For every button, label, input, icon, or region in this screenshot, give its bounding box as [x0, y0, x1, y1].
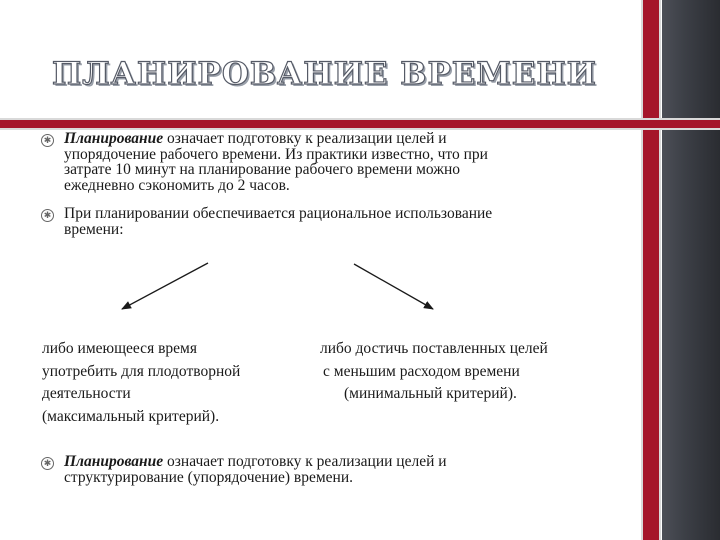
bullet-1-line-4: ежедневно сэкономить до 2 часов.	[64, 176, 290, 194]
bullet-2-line-1: При планировании обеспечивается рациональное использование	[64, 205, 493, 222]
bullet-3-line-2: структурирование (упорядочение) времени.	[64, 468, 354, 486]
bullet-icon: ✱	[41, 209, 54, 222]
left-option-line-1: либо имеющееся время	[42, 340, 197, 357]
bullet-1-line-3: затрате 10 минут на планирование рабочего времени можно	[64, 161, 461, 178]
bullet-3-term: Планирование	[64, 453, 164, 470]
right-option-text	[320, 338, 548, 406]
left-option-line-3: деятельности	[42, 385, 131, 402]
right-option-line-3: (минимальный критерий).	[344, 385, 517, 402]
bullet-1-line-1: Планирование означает подготовку к реализации целей и	[64, 130, 447, 147]
right-option-line-1: либо достичь поставленных целей	[320, 340, 548, 357]
left-option-text	[42, 338, 240, 428]
arrow-right	[354, 264, 433, 309]
left-option-line-4: (максимальный критерий).	[42, 407, 220, 425]
arrow-left	[122, 263, 208, 309]
bullet-1-line-2: упорядочение рабочего времени. Из практики известно, что при	[64, 145, 488, 163]
bullet-icon: ✱	[41, 457, 54, 470]
slide-title: ПЛАНИРОВАНИЕ ВРЕМЕНИ	[52, 56, 597, 92]
bullet-2-line-2: времени:	[64, 220, 124, 238]
bullet-3-line-1: Планирование означает подготовку к реализации целей и	[64, 453, 447, 470]
bullet-3-text	[64, 454, 564, 485]
left-option-line-2: употребить для плодотворной	[42, 362, 241, 380]
bullet-1-term: Планирование	[64, 130, 164, 147]
right-option-line-2: с меньшим расходом времени	[323, 362, 520, 380]
bullet-icon: ✱	[41, 134, 54, 147]
